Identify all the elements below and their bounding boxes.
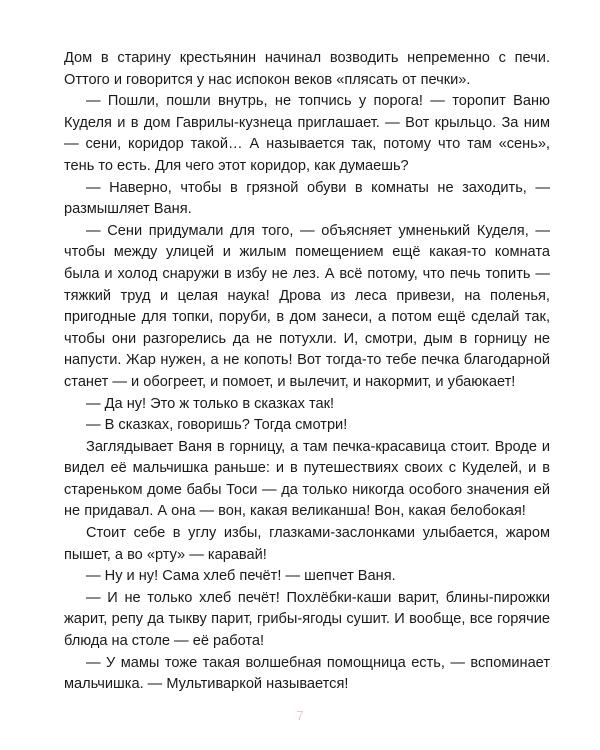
paragraph: — В сказках, говоришь? Тогда смотри! — [86, 417, 348, 434]
paragraph-intro: Дом в старину крестьянин начинал возводить непременно с печи. Оттого и говорится у нас испокон веков «плясать от печки». — [64, 50, 550, 88]
paragraph: Заглядывает Ваня в горницу, а там печка-красавица стоит. Вроде и видел её мальчишка раньше: и в путешествиях своих с Куделей, и в стареньком доме бабы Тоси — да только никогда особого значения ей не придавал. А она — вон, какая великанша! Вон, какая белобокая! — [64, 438, 550, 520]
paragraph: — Наверно, чтобы в грязной обуви в комнаты не заходить, — размышляет Ваня. — [64, 179, 550, 218]
paragraph: — Ну и ну! Сама хлеб печёт! — шепчет Ваня. — [86, 568, 396, 585]
paragraph: — У мамы тоже такая волшебная помощница есть, — вспоминает мальчишка. — Мультиваркой называется! — [64, 654, 550, 693]
paragraph: — Сени придумали для того, — объясняет умненький Куделя, — чтобы между улицей и жилым помещением ещё какая-то комната была и холод снаружи в избу не лез. А всё потому, что печь топить — тяжкий труд и целая наука! Дрова из леса привези, на поленья, пригодные для топки, поруби, в дом занеси, а потом ещё сделай так, чтобы они разгорелись да не потухли. И, смотри, дым в горницу не напусти. Жар нужен, а не копоть! Вот тогда-то тебе печка благодарной станет — и обогреет, и помоет, и вылечит, и накормит, и убаюкает! — [64, 222, 550, 390]
paragraph: Стоит себе в углу избы, глазками-заслонками улыбается, жаром пышет, а во «рту» — каравай! — [64, 525, 550, 563]
paragraph: — Да ну! Это ж только в сказках так! — [86, 395, 335, 412]
page-number: 7 — [296, 708, 304, 723]
paragraph: — И не только хлеб печёт! Похлёбки-каши варит, блины-пирожки жарит, репу да тыкву парит, грибы-ягоды сушит. И вообще, все горячие блюда на столе — её работа! — [64, 589, 550, 650]
paragraph: — Пошли, пошли внутрь, не топчись у порога! — торопит Ваню Куделя и в дом Гаврилы-кузнеца приглашает. — Вот крыльцо. За ним — сени, коридор такой… А называется так, потому что там «сень», тень то есть. Для чего этот коридор, как думаешь? — [64, 93, 550, 174]
page-body — [64, 48, 550, 696]
